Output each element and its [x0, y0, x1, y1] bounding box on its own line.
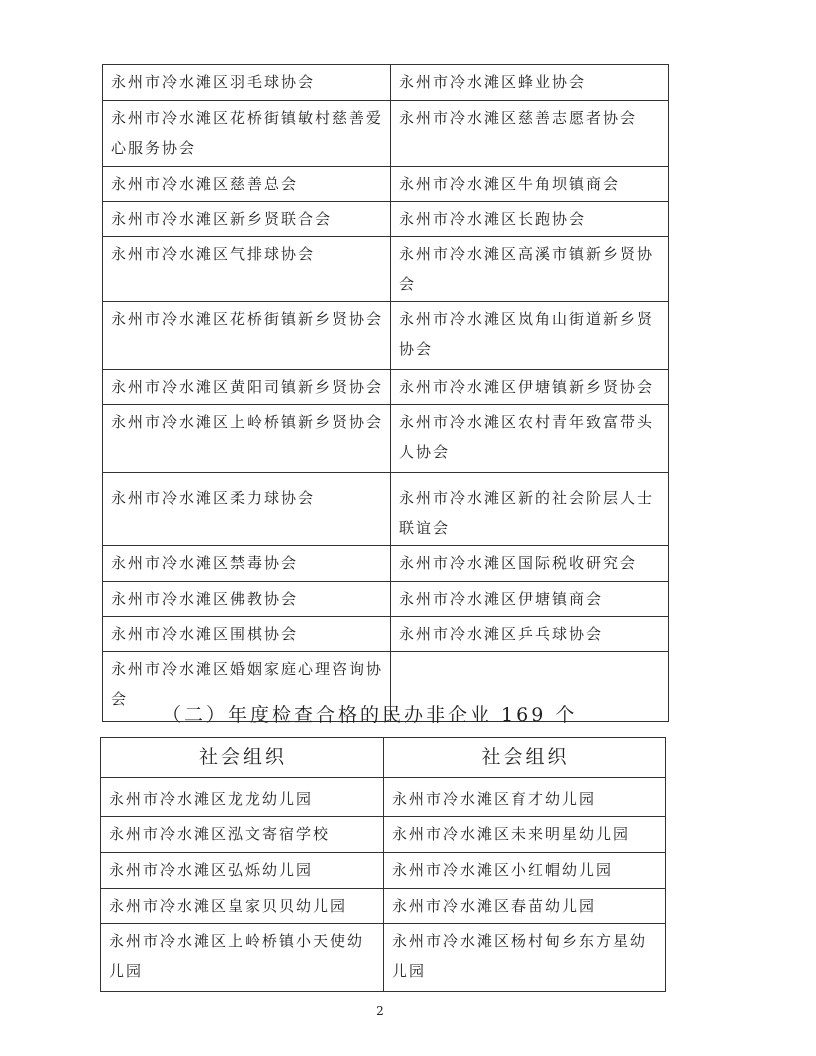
- table-cell: 永州市冷水滩区皇家贝贝幼儿园: [101, 889, 384, 924]
- table-row: [103, 405, 669, 473]
- table-header-row: [101, 738, 666, 778]
- table-row: [103, 546, 669, 582]
- table-row: [103, 237, 669, 302]
- table-row: [103, 582, 669, 617]
- table-cell: 永州市冷水滩区长跑协会: [391, 202, 669, 237]
- table-cell: 永州市冷水滩区羽毛球协会: [103, 65, 391, 101]
- table-row: [101, 817, 666, 853]
- table-cell: 永州市冷水滩区围棋协会: [103, 617, 391, 652]
- table-row: [103, 617, 669, 652]
- table-row: [103, 302, 669, 370]
- table-cell: 永州市冷水滩区农村青年致富带头人协会: [391, 405, 669, 473]
- table-cell: 永州市冷水滩区岚角山街道新乡贤协会: [391, 302, 669, 370]
- table-cell: 永州市冷水滩区国际税收研究会: [391, 546, 669, 582]
- table-cell: 永州市冷水滩区禁毒协会: [103, 546, 391, 582]
- registered-associations-table: [102, 64, 669, 722]
- table-cell: 永州市冷水滩区高溪市镇新乡贤协会: [391, 237, 669, 302]
- table-cell: 永州市冷水滩区乒乓球协会: [391, 617, 669, 652]
- table-cell: 永州市冷水滩区龙龙幼儿园: [101, 778, 384, 817]
- table-cell: 永州市冷水滩区柔力球协会: [103, 473, 391, 546]
- private-non-enterprise-table: [100, 737, 666, 992]
- table-cell: 永州市冷水滩区气排球协会: [103, 237, 391, 302]
- table-row: [103, 101, 669, 167]
- table-row: [101, 924, 666, 992]
- column-header: 社会组织: [101, 738, 384, 778]
- table-row: [101, 889, 666, 924]
- table-cell: 永州市冷水滩区佛教协会: [103, 582, 391, 617]
- table-row: [101, 853, 666, 889]
- column-header: 社会组织: [384, 738, 666, 778]
- table-cell: 永州市冷水滩区伊塘镇新乡贤协会: [391, 370, 669, 405]
- table-cell: 永州市冷水滩区蜂业协会: [391, 65, 669, 101]
- table-cell: 永州市冷水滩区牛角坝镇商会: [391, 167, 669, 202]
- table-cell: 永州市冷水滩区春苗幼儿园: [384, 889, 666, 924]
- table-cell: 永州市冷水滩区婚姻家庭心理咨询协会: [103, 652, 391, 722]
- table-cell: 永州市冷水滩区伊塘镇商会: [391, 582, 669, 617]
- table-row: [103, 370, 669, 405]
- table-cell: 永州市冷水滩区上岭桥镇新乡贤协会: [103, 405, 391, 473]
- table-row: [103, 473, 669, 546]
- table-cell: 永州市冷水滩区慈善总会: [103, 167, 391, 202]
- table-row: [101, 778, 666, 817]
- table-cell: 永州市冷水滩区小红帽幼儿园: [384, 853, 666, 889]
- table-cell: 永州市冷水滩区黄阳司镇新乡贤协会: [103, 370, 391, 405]
- table-cell: 永州市冷水滩区慈善志愿者协会: [391, 101, 669, 167]
- section-heading: （二）年度检查合格的民办非企业 169 个: [162, 704, 578, 726]
- table-cell: 永州市冷水滩区上岭桥镇小天使幼儿园: [101, 924, 384, 992]
- table-cell: 永州市冷水滩区泓文寄宿学校: [101, 817, 384, 853]
- page-number: 2: [376, 1004, 384, 1018]
- table-cell: 永州市冷水滩区育才幼儿园: [384, 778, 666, 817]
- table-cell: 永州市冷水滩区新乡贤联合会: [103, 202, 391, 237]
- table-row: [103, 167, 669, 202]
- table-cell: 永州市冷水滩区未来明星幼儿园: [384, 817, 666, 853]
- table-row: [103, 202, 669, 237]
- table-cell: 永州市冷水滩区弘烁幼儿园: [101, 853, 384, 889]
- table-cell: 永州市冷水滩区花桥街镇新乡贤协会: [103, 302, 391, 370]
- table-cell: 永州市冷水滩区花桥街镇敏村慈善爱心服务协会: [103, 101, 391, 167]
- table-row: [103, 65, 669, 101]
- table-cell: 永州市冷水滩区杨村甸乡东方星幼儿园: [384, 924, 666, 992]
- table-cell: 永州市冷水滩区新的社会阶层人士联谊会: [391, 473, 669, 546]
